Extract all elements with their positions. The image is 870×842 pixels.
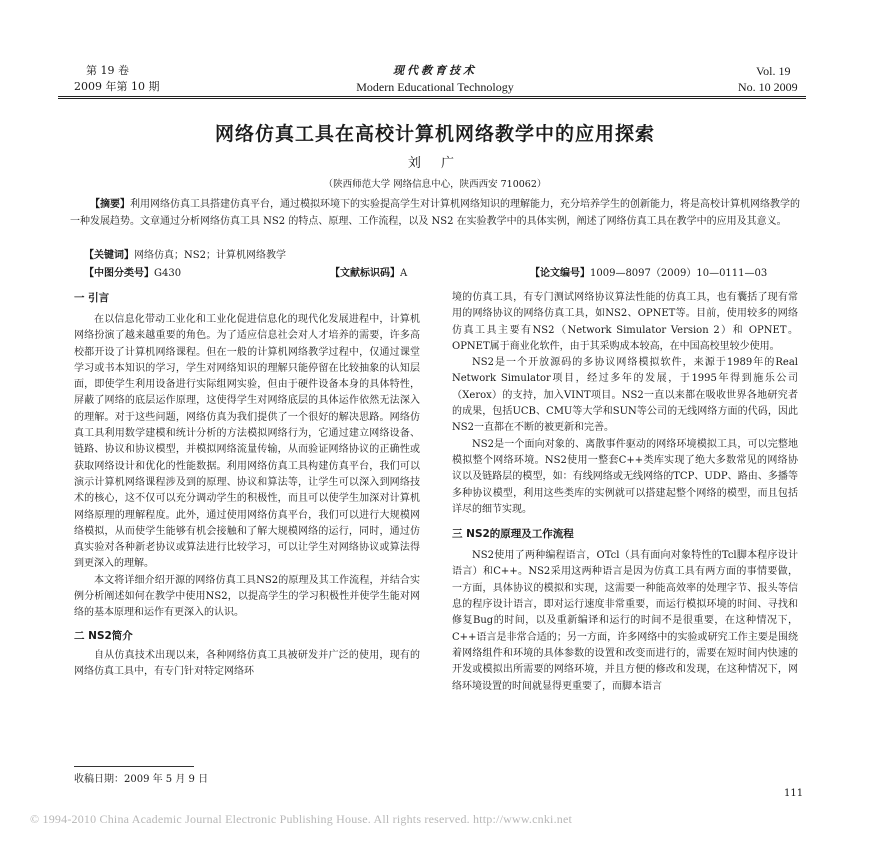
section-3-paragraph-1: NS2使用了两种编程语言，OTcl（具有面向对象特性的Tcl脚本程序设计语言）和C++。NS2采用这两种语言是因为仿真工具有两方面的事情要做，一方面，具体协议的模拟和实现，这需要一种能高效率的处理字节、报头等信息的程序设计语言，即对运行速度非常重要，而运行模拟环境的时间、寻找和修复Bug的时间，以及重新编译和运行的时间不是很重要，在这种情况下，C++语言是非常合适的；另一方面，许多网络中的实验或研究工作主要是围绕着网络组件和环境的具体参数的设置和改变而进行的，需要在短时间内快速的开发或模拟出所需要的网络环境，并且方便的修改和发现，在这种情况下，网络环境设置的时间就显得更重要了，而脚本语言 [452,550,798,692]
header-rule [58,96,806,97]
clc-label: 【中图分类号】 [84,268,154,279]
copyright-notice: © 1994-2010 China Academic Journal Electronic Publishing House. All rights reserved. http://www.cnki.net [30,812,573,826]
abstract-text: 利用网络仿真工具搭建仿真平台，通过模拟环境下的实验提高学生对计算机网络知识的理解能力，充分培养学生的创新能力，将是高校计算机网络教学的一种发展趋势。文章通过分析网络仿真工具 NS2 的特点、原理、工作流程，以及 NS2 在实验教学中的具体实例，阐述了网络仿真工具在教学中的应用及其意义。 [70,199,800,227]
keywords [84,246,286,261]
section-3-title: 三 NS2的原理及工作流程 [452,528,574,541]
left-column [74,290,420,680]
header-journal-en: Modern Educational Technology [356,80,514,94]
section-2-paragraph-2: NS2是一个开放源码的多协议网络模拟软件，来源于1989年的Real Network Simulator项目，经过多年的发展，于1995年得到施乐公司（Xerox）的支持，加入VINT项目。NS2一直以来都在吸收世界各地研究者的成果，包括UCB、CMU等大学和SUN等公司的无线网络方面的代码，因此NS2一直都在不断的被更新和完善。 [452,357,798,434]
header-issue-cn: 2009 年第 10 期 [74,80,160,93]
section-2-title: 二 NS2简介 [74,629,133,642]
section-1-title: 一 引言 [74,292,110,304]
page-number: 111 [784,788,804,799]
doc-code-value: A [400,268,408,279]
header-rule-thin [58,98,806,99]
article-author: 刘 广 [407,156,463,171]
keywords-text: 网络仿真；NS2；计算机网络教学 [134,250,286,261]
keywords-label: 【关键词】 [84,250,134,261]
section-2-paragraph-1-continued: 境的仿真工具，有专门测试网络协议算法性能的仿真工具，也有囊括了现有常用的网络协议的网络仿真工具，如NS2、OPNET等。目前，使用较多的网络仿真工具主要有NS2（Network Simulator Version 2）和 OPNET。OPNET属于商业化软件，由于其采购成本较高，在中国高校里较少使用。 [452,292,798,352]
footnote-rule [74,766,194,767]
clc-number [84,264,181,279]
right-column [452,290,798,695]
article-title: 网络仿真工具在高校计算机网络教学中的应用探索 [214,123,655,145]
footnote-received-date: 收稿日期：2009 年 5 月 9 日 [74,774,209,785]
article-affiliation: （陕西师范大学 网络信息中心，陕西西安 710062） [323,179,547,190]
article-number-value: 1009—8097（2009）10—0111—03 [590,268,768,279]
section-2-paragraph-3: NS2是一个面向对象的、离散事件驱动的网络环境模拟工具，可以完整地模拟整个网络环境。NS2使用一整套C++类库实现了绝大多数常见的网络协议以及链路层的模型，如：有线网络或无线网络的TCP、UDP、路由、多播等多种协议模型，利用这些类库的实例就可以搭建起整个网络的模型，而且包括详尽的细节实现。 [452,438,798,515]
article-number [530,264,767,279]
header-volume-en: Vol. 19 [756,64,791,78]
header-volume-cn: 第 19 卷 [86,64,129,77]
abstract [70,196,800,230]
doc-code [330,264,407,279]
clc-value: G430 [154,268,182,279]
section-1-paragraph-2: 本文将详细介绍开源的网络仿真工具NS2的原理及其工作流程，并结合实例分析阐述如何在教学中使用NS2，以提高学生的学习积极性并使学生能对网络的基本原理和运作有更深入的认识。 [74,574,420,619]
doc-code-label: 【文献标识码】 [330,268,400,279]
header-journal-cn: 现代教育技术 [393,64,477,77]
abstract-label: 【摘要】 [90,199,130,210]
section-1-paragraph-1: 在以信息化带动工业化和工业化促进信息化的现代化发展进程中，计算机网络扮演了越来越重要的角色。为了适应信息社会对人才培养的需要，许多高校都开设了计算机网络课程。但在一般的计算机网络教学过程中，仅通过课堂学习或书本知识的学习，学生对网络知识的理解只能停留在比较抽象的认知层面，即使学生利用设备进行实际组网实验，但由于硬件设备本身的具体特性，屏蔽了网络的底层运作原理，这使得学生对网络底层的具体运作依然无法深入的理解。对于这些问题，网络仿真为我们提供了一个很好的解决思路。网络仿真工具利用数学建模和统计分析的方法模拟网络行为，它通过建立网络设备、链路、协议和协议模型，并模拟网络流量传输，从而验证网络协议的正确性或获取网络设计和优化的性能数据。利用网络仿真工具构建仿真平台，我们可以演示计算机网络课程涉及到的原理、协议和算法等，让学生可以深入到网络技术的核心，这不仅可以充分调动学生的积极性，而且可以使学生加深对计算机网络原理的理解程度。此外，通过使用网络仿真平台，我们可以进行大规模网络模拟，从而使学生能够有机会接触和了解大规模网络的运行，同时，通过仿真实验对各种新老协议或算法进行比较学习，可以让学生对网络协议或算法得到更深入的理解。 [74,314,420,570]
article-number-label: 【论文编号】 [530,268,590,279]
header-issue-en: No. 10 2009 [738,80,798,94]
section-2-paragraph-1: 自从仿真技术出现以来，各种网络仿真工具被研发并广泛的使用，现有的网络仿真工具中，有专门针对特定网络环 [74,649,420,677]
